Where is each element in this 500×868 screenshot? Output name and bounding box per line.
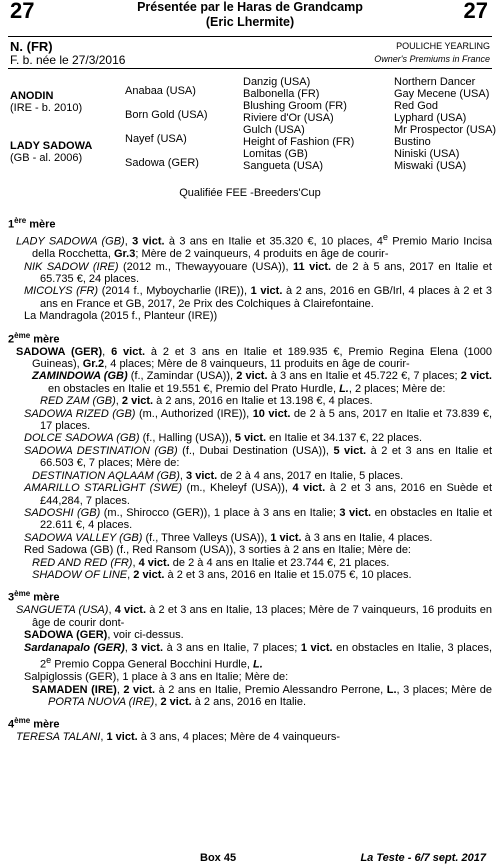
category: POULICHE YEARLING [396, 41, 490, 51]
produce-dolce-sadowa: DOLCE SADOWA (GB) (f., Halling (USA)), 5 vict. en Italie et 34.137 €, 22 places. [24, 432, 423, 445]
produce-destination-aqlaam: DESTINATION AQLAAM (GB), 3 vict. de 2 à 4 ans, 2017 en Italie, 5 places. [32, 469, 404, 482]
fourth-dam-heading: 4ème mère [8, 716, 60, 731]
produce-sardanapalo: Sardanapalo (GER), 3 vict. à 3 ans en Italie, 7 places; 1 vict. en obstacles en Italie, 3 places, 2e Premio Coppa General Bocchini Hurdle, L. [24, 641, 493, 671]
produce-red-and-red: RED AND RED (FR), 4 vict. de 2 à 4 ans en Italie et 23.744 €, 21 places. [32, 556, 390, 569]
presenter [0, 0, 500, 30]
sire-name: ANODIN [10, 90, 54, 102]
gen3-7: Lomitas (GB) [243, 148, 308, 160]
third-dam-text: SANGUETA (USA), 4 vict. à 2 et 3 ans en Italie, 13 places; Mère de 7 vainqueurs, 16 produits en âge de courir dont- [16, 604, 492, 629]
second-dam-heading: 2ème mère [8, 330, 60, 346]
qualification: Qualifiée FEE -Breeders'Cup [179, 187, 321, 199]
produce-shadow-of-line: SHADOW OF LINE, 2 vict. à 2 et 3 ans, 2016 en Italie et 15.075 €, 10 places. [32, 568, 412, 581]
produce-la-mandragola: La Mandragola (2015 f., Planteur (IRE)) [24, 310, 218, 323]
pedigree-rule [8, 68, 492, 69]
fourth-dam-text: TERESA TALANI, 1 vict. à 3 ans, 4 places; Mère de 4 vainqueurs- [16, 731, 341, 744]
produce-red-zam: RED ZAM (GB), 2 vict. à 2 ans, 2016 en Italie et 13.198 €, 4 places. [40, 395, 373, 408]
produce-sadoshi: SADOSHI (GB) (m., Shirocco (GER)), 1 place à 3 ans en Italie; 3 vict. en obstacles en Italie et 22.611 €, 4 places. [24, 506, 492, 532]
produce-sadowa-valley: SADOWA VALLEY (GB) (f., Three Valleys (USA)), 1 vict. à 3 ans en Italie, 4 places. [24, 531, 433, 544]
produce-sadowa-ger: SADOWA (GER), voir ci-dessus. [24, 629, 184, 642]
produce-sadowa-destination: SADOWA DESTINATION (GB) (f., Dubai Destination (USA)), 5 vict. à 2 et 3 ans en Italie et 66.503 €, 7 places; Mère de: [24, 444, 492, 470]
gen2-sire-dam: Born Gold (USA) [125, 109, 208, 121]
produce-amarillo-starlight: AMARILLO STARLIGHT (SWE) (m., Kheleyf (USA)), 4 vict. à 2 et 3 ans, 2016 en Suède et £44,284, 7 places. [24, 482, 492, 507]
gen2-sire-sire: Anabaa (USA) [125, 85, 196, 97]
gen3-2: Balbonella (FR) [243, 88, 320, 100]
gen3-1: Danzig (USA) [243, 76, 311, 88]
gen3-5: Gulch (USA) [243, 124, 305, 136]
presenter-line-1: Présentée par le Haras de Grandcamp [137, 0, 363, 14]
lot-number: 27 [10, 0, 35, 23]
top-rule [8, 36, 492, 37]
gen3-3: Blushing Groom (FR) [243, 100, 347, 112]
gen4-6: Bustino [394, 136, 431, 148]
lot-number-right: 27 [463, 0, 488, 23]
dam-name: LADY SADOWA [10, 140, 93, 152]
identity-row-1 [10, 39, 490, 54]
first-dam-heading: 1ère mère [8, 216, 56, 231]
produce-nik-sadow: NIK SADOW (IRE) (2012 m., Thewayyouare (USA)), 11 vict. de 2 à 5 ans, 2017 en Italie et 65.735 €, 24 places. [24, 260, 492, 285]
produce-samaden: SAMADEN (IRE), 2 vict. à 2 ans en Italie, Premio Alessandro Perrone, L., 3 places; Mère de PORTA NUOVA (IRE), 2 vict. à 2 ans, 2016 en Italie. [32, 683, 492, 708]
gen2-dam-sire: Nayef (USA) [125, 133, 187, 145]
produce-red-sadowa: Red Sadowa (GB) (f., Red Ransom (USA)), 3 sorties à 2 ans en Italie; Mère de: [24, 544, 411, 557]
second-dam-text: SADOWA (GER), 6 vict. à 2 et 3 ans en Italie et 189.935 €, Premio Regina Elena (1000 Guineas), Gr.2, 4 places; Mère de 8 vainqueurs, 11 produits en âge de courir- [16, 345, 492, 371]
gen4-2: Gay Mecene (USA) [394, 88, 490, 100]
header [0, 0, 500, 36]
meeting: La Teste - 6/7 sept. 2017 [360, 852, 486, 864]
third-dam-heading: 3ème mère [8, 589, 60, 604]
identity-row-2 [10, 53, 490, 67]
gen3-4: Riviere d'Or (USA) [243, 112, 334, 124]
dam-line-body [8, 208, 492, 744]
birth-date: F. b. née le 27/3/2016 [10, 53, 126, 67]
gen3-8: Sangueta (USA) [243, 160, 324, 172]
gen4-5: Mr Prospector (USA) [394, 124, 497, 136]
gen4-8: Miswaki (USA) [394, 160, 467, 172]
pedigree-table [0, 76, 500, 180]
premiums: Owner's Premiums in France [374, 54, 490, 64]
produce-salpiglossis: Salpiglossis (GER), 1 place à 3 ans en Italie; Mère de: [24, 671, 289, 684]
produce-micolys: MICOLYS (FR) (2014 f., Myboycharlie (IRE)), 1 vict. à 2 ans, 2016 en GB/Irl, 4 places à 2 et 3 ans en France et GB, 2017, 2e Prix des Colchiques à Clairefontaine. [24, 285, 493, 310]
gen4-7: Niniski (USA) [394, 148, 460, 160]
produce-zamindowa: ZAMINDOWA (GB) (f., Zamindar (USA)), 2 vict. à 3 ans en Italie et 45.722 €, 7 places; 2 vict. en obstacles en Italie et 19.551 €, Premio del Prato Hurdle, L., 2 places; Mère de: [32, 370, 492, 395]
sex-origin: N. (FR) [10, 39, 53, 54]
gen4-4: Lyphard (USA) [394, 112, 467, 124]
first-dam-text: LADY SADOWA (GB), 3 vict. à 3 ans en Italie et 35.320 €, 10 places, 4e Premio Mario Incisa della Rocchetta, Gr.3; Mère de 2 vainqueurs, 4 produits en âge de courir- [16, 232, 492, 261]
produce-sadowa-rized: SADOWA RIZED (GB) (m., Authorized (IRE)), 10 vict. de 2 à 5 ans, 2017 en Italie et 73.839 €, 17 places. [24, 407, 492, 433]
gen3-6: Height of Fashion (FR) [243, 136, 355, 148]
gen4-3: Red God [394, 100, 439, 112]
gen2-dam-dam: Sadowa (GER) [125, 157, 199, 169]
box-number: Box 45 [200, 852, 237, 864]
dam-info: (GB - al. 2006) [10, 152, 83, 164]
sire-info: (IRE - b. 2010) [10, 102, 83, 114]
gen4-1: Northern Dancer [394, 76, 476, 88]
presenter-line-2: (Eric Lhermite) [205, 15, 295, 29]
